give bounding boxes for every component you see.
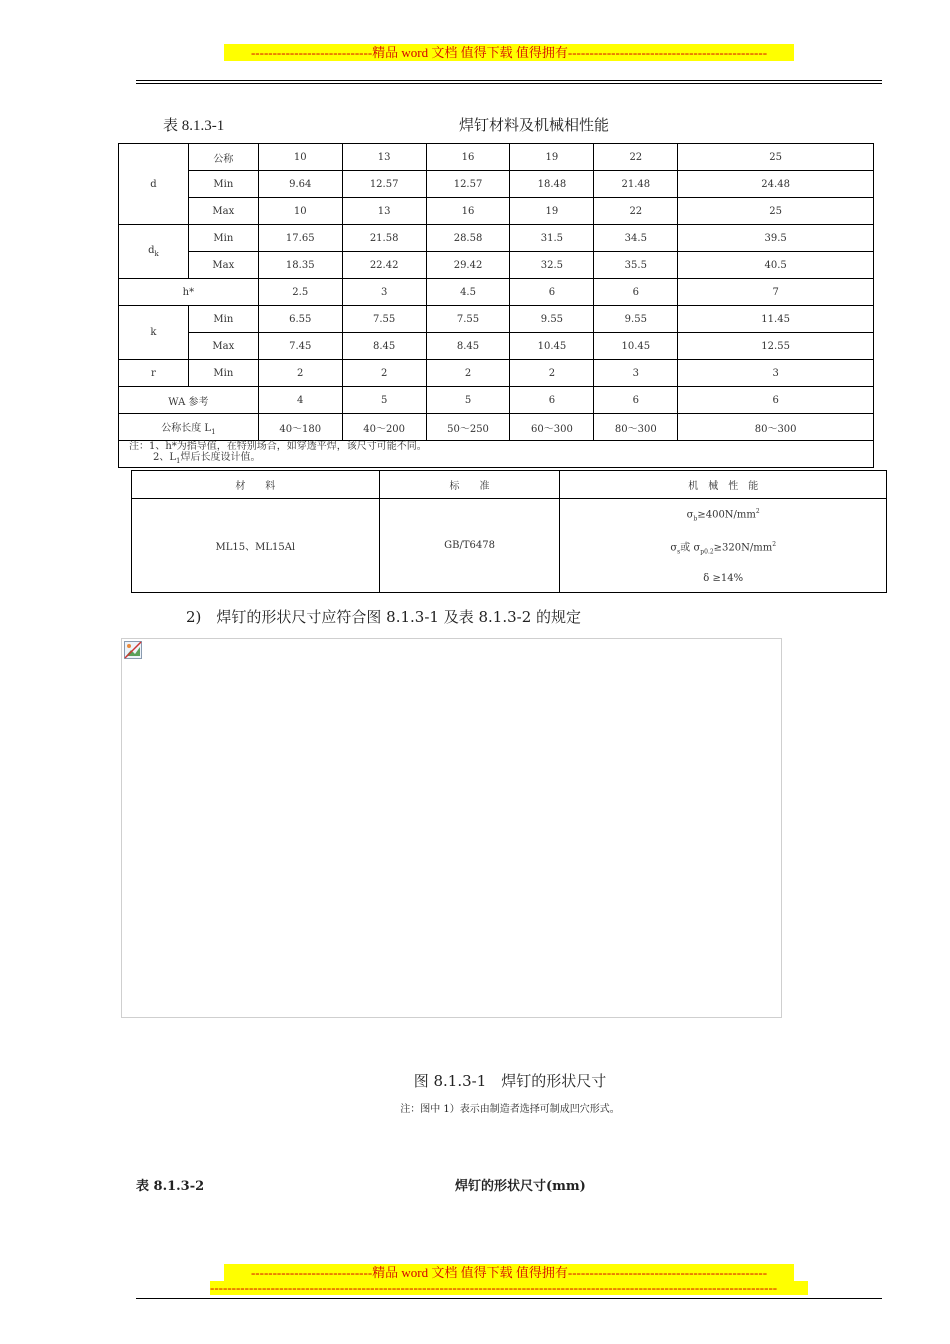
prop2-sub2: p0.2	[700, 548, 714, 556]
footer-banner: ----------------------------精品 word 文档 值得下载 值得拥有----------------------------------------------	[224, 1264, 794, 1281]
table-row	[119, 360, 874, 387]
table-row	[119, 225, 874, 252]
table-row	[119, 414, 874, 441]
row-sub: Max	[188, 198, 258, 225]
cell: 8.45	[342, 333, 426, 360]
row-sub: Min	[188, 306, 258, 333]
note-line-2-prefix: 2、L	[153, 452, 177, 463]
cell: 3	[342, 279, 426, 306]
cell: 2	[510, 360, 594, 387]
cell: 10	[258, 198, 342, 225]
stud-dimensions-table	[118, 143, 874, 468]
cell: 4	[258, 387, 342, 414]
row-label-dk	[119, 225, 189, 279]
cell: 6	[594, 387, 678, 414]
cell: 21.58	[342, 225, 426, 252]
cell: 2	[426, 360, 510, 387]
table-row	[119, 441, 874, 468]
row-sub: Min	[188, 360, 258, 387]
row-sub: Min	[188, 171, 258, 198]
cell: 40.5	[678, 252, 874, 279]
prop2-prefix: σ	[670, 542, 678, 554]
material-properties-table	[131, 470, 887, 593]
cell: 25	[678, 144, 874, 171]
cell: 4.5	[426, 279, 510, 306]
cell-mechanical	[560, 499, 887, 593]
cell: 16	[426, 144, 510, 171]
figure-placeholder	[121, 638, 782, 1018]
cell: 39.5	[678, 225, 874, 252]
cell: 2.5	[258, 279, 342, 306]
cell: 16	[426, 198, 510, 225]
table2-label: 表 8.1.3-2	[136, 1179, 205, 1194]
cell: 9.64	[258, 171, 342, 198]
cell: 7.55	[342, 306, 426, 333]
cell: 10.45	[594, 333, 678, 360]
table-row	[119, 171, 874, 198]
header-standard: 标 准	[379, 471, 560, 499]
table1-title: 焊钉材料及机械相性能	[459, 116, 610, 134]
cell: 12.57	[426, 171, 510, 198]
cell: 18.48	[510, 171, 594, 198]
prop2-sup: 2	[772, 541, 777, 549]
cell: 11.45	[678, 306, 874, 333]
table-header-row	[132, 471, 887, 499]
cell: 21.48	[594, 171, 678, 198]
row-sub: Max	[188, 333, 258, 360]
cell: 12.57	[342, 171, 426, 198]
header-mechanical: 机 械 性 能	[560, 471, 887, 499]
cell: 13	[342, 144, 426, 171]
prop1-prefix: σ	[686, 509, 694, 521]
cell: 25	[678, 198, 874, 225]
cell: 10.45	[510, 333, 594, 360]
cell: 29.42	[426, 252, 510, 279]
cell: 6	[678, 387, 874, 414]
cell: 22.42	[342, 252, 426, 279]
table-row	[119, 306, 874, 333]
cell: 22	[594, 198, 678, 225]
table-row	[119, 387, 874, 414]
row-sub: Min	[188, 225, 258, 252]
cell: 3	[678, 360, 874, 387]
cell: 22	[594, 144, 678, 171]
length-subscript: 1	[211, 427, 216, 436]
row-label-k: k	[119, 306, 189, 360]
dk-symbol: d	[148, 245, 155, 256]
row-sub: 公称	[188, 144, 258, 171]
property-tensile	[560, 499, 886, 532]
cell: 6	[594, 279, 678, 306]
cell: 10	[258, 144, 342, 171]
cell: 2	[342, 360, 426, 387]
cell: 6.55	[258, 306, 342, 333]
cell: 28.58	[426, 225, 510, 252]
cell: 7.45	[258, 333, 342, 360]
footer-dashes: -----------------------------------------------------------------------------------------------------------------------------------	[210, 1281, 808, 1295]
cell: 80～300	[678, 414, 874, 441]
cell: 50～250	[426, 414, 510, 441]
prop2-sub1: s	[677, 548, 681, 556]
header-material: 材 料	[132, 471, 380, 499]
cell: 2	[258, 360, 342, 387]
note-line-1: 注：1、h*为指导值，在特别场合，如穿透平焊，该尺寸可能不同。	[129, 441, 427, 452]
table-row	[119, 333, 874, 360]
cell: 9.55	[510, 306, 594, 333]
cell: 6	[510, 279, 594, 306]
cell: 18.35	[258, 252, 342, 279]
cell: 32.5	[510, 252, 594, 279]
note-line-2-subscript: 1	[176, 457, 181, 465]
row-label-r: r	[119, 360, 189, 387]
header-rule	[136, 80, 882, 81]
row-label-wa: WA 参考	[119, 387, 259, 414]
table-row	[119, 144, 874, 171]
row-label-length	[119, 414, 259, 441]
cell: 40～180	[258, 414, 342, 441]
cell: 19	[510, 144, 594, 171]
cell: 19	[510, 198, 594, 225]
property-elongation: δ ≥14%	[703, 572, 744, 584]
figure-note: 注：图中 1）表示由制造者选择可制成凹穴形式。	[400, 1104, 620, 1115]
prop2-suffix: ≥320N/mm	[713, 542, 773, 554]
cell: 5	[342, 387, 426, 414]
prop1-sub: b	[693, 515, 698, 523]
cell: 40～200	[342, 414, 426, 441]
cell: 7	[678, 279, 874, 306]
dk-subscript: k	[154, 250, 159, 258]
cell: 24.48	[678, 171, 874, 198]
row-sub: Max	[188, 252, 258, 279]
cell: 34.5	[594, 225, 678, 252]
cell: 5	[426, 387, 510, 414]
length-label: 公称长度 L	[161, 422, 212, 434]
cell: 6	[510, 387, 594, 414]
prop1-sup: 2	[755, 508, 760, 515]
cell: 12.55	[678, 333, 874, 360]
note-line-2-suffix: 焊后长度设计值。	[180, 452, 261, 463]
property-yield	[560, 532, 886, 565]
table2-title: 焊钉的形状尺寸(mm)	[455, 1179, 586, 1194]
cell-material: ML15、ML15Al	[132, 499, 380, 593]
cell: 17.65	[258, 225, 342, 252]
cell: 9.55	[594, 306, 678, 333]
table1-label: 表 8.1.3-1	[163, 118, 225, 134]
header-rule-double	[136, 83, 882, 84]
cell: 31.5	[510, 225, 594, 252]
table-row	[132, 499, 887, 593]
cell: 3	[594, 360, 678, 387]
table-row	[119, 279, 874, 306]
prop1-suffix: ≥400N/mm	[697, 509, 756, 521]
note-line-2	[129, 452, 873, 467]
table-row	[119, 198, 874, 225]
cell: 8.45	[426, 333, 510, 360]
cell-standard: GB/T6478	[379, 499, 560, 593]
cell: 60～300	[510, 414, 594, 441]
figure-caption: 图 8.1.3-1 焊钉的形状尺寸	[413, 1072, 607, 1090]
cell: 80～300	[594, 414, 678, 441]
footer-rule	[136, 1298, 882, 1299]
row-label-h: h*	[119, 279, 259, 306]
header-banner: ----------------------------精品 word 文档 值得下载 值得拥有----------------------------------------------	[224, 44, 794, 61]
row-label-d: d	[119, 144, 189, 225]
cell: 7.55	[426, 306, 510, 333]
broken-image-icon	[124, 641, 142, 659]
cell: 35.5	[594, 252, 678, 279]
table-note	[119, 441, 874, 468]
paragraph-shape-requirement: 2) 焊钉的形状尺寸应符合图 8.1.3-1 及表 8.1.3-2 的规定	[186, 608, 582, 626]
table-row	[119, 252, 874, 279]
prop2-mid: 或 σ	[680, 542, 701, 554]
cell: 13	[342, 198, 426, 225]
